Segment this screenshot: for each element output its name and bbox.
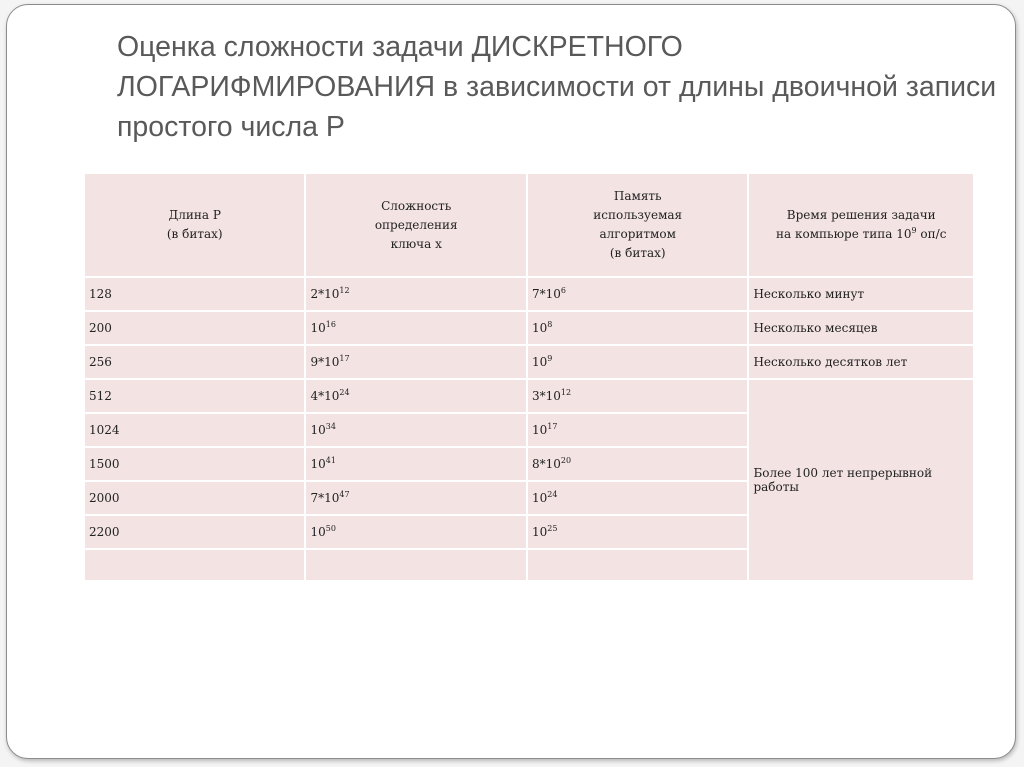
header-complexity-line2: определения — [374, 217, 458, 232]
header-memory-line1: Память — [613, 189, 662, 203]
cell-time-merged — [749, 380, 973, 580]
cell-length: 1024 — [85, 414, 304, 446]
header-memory-line2: используемая — [593, 208, 683, 222]
cell-length: 2000 — [85, 482, 304, 514]
table-row — [85, 346, 973, 378]
complexity-base: 4*10 — [310, 389, 340, 403]
cell-memory — [528, 414, 747, 446]
header-time-text: на компьюре типа 10 — [776, 227, 912, 241]
complexity-exponent: 12 — [339, 286, 350, 295]
complexity-base: 9*10 — [310, 355, 340, 369]
cell-complexity — [306, 312, 525, 344]
merged-time-line1: Более 100 лет непрерывной — [753, 466, 933, 480]
table-header-row — [85, 174, 973, 276]
cell-complexity — [306, 414, 525, 446]
complexity-table — [83, 172, 975, 582]
memory-base: 10 — [531, 321, 548, 335]
memory-exponent: 8 — [547, 320, 553, 329]
cell-memory — [528, 380, 747, 412]
cell-memory — [528, 448, 747, 480]
header-complexity — [306, 174, 525, 276]
header-memory-line3: алгоритмом — [599, 227, 676, 241]
cell-complexity — [306, 380, 525, 412]
cell-complexity — [306, 346, 525, 378]
memory-exponent: 24 — [547, 490, 558, 499]
cell-length: 512 — [85, 380, 304, 412]
table-row — [85, 312, 973, 344]
memory-base: 3*10 — [531, 389, 561, 403]
complexity-base: 2*10 — [310, 287, 340, 301]
cell-complexity — [306, 516, 525, 548]
table-row — [85, 278, 973, 310]
cell-complexity — [306, 278, 525, 310]
header-time-line1: Время решения задачи — [786, 208, 936, 222]
cell-time: Несколько месяцев — [749, 312, 973, 344]
empty-cell — [528, 550, 747, 580]
empty-cell — [85, 550, 304, 580]
cell-length: 1500 — [85, 448, 304, 480]
table-row — [85, 380, 973, 412]
complexity-exponent: 47 — [339, 490, 350, 499]
complexity-exponent: 50 — [325, 524, 336, 533]
cell-time: Несколько минут — [749, 278, 973, 310]
memory-exponent: 9 — [547, 354, 553, 363]
memory-base: 10 — [531, 355, 548, 369]
cell-length: 200 — [85, 312, 304, 344]
cell-length: 2200 — [85, 516, 304, 548]
cell-memory — [528, 312, 747, 344]
cell-memory — [528, 482, 747, 514]
header-length — [85, 174, 304, 276]
cell-memory — [528, 516, 747, 548]
complexity-base: 10 — [310, 423, 326, 437]
memory-base: 7*10 — [531, 287, 561, 301]
complexity-base: 10 — [310, 457, 326, 471]
complexity-exponent: 24 — [339, 388, 350, 397]
complexity-base: 7*10 — [310, 491, 340, 505]
header-complexity-line3: ключа х — [390, 236, 442, 251]
cell-memory — [528, 346, 747, 378]
memory-exponent: 17 — [547, 422, 558, 431]
complexity-exponent: 16 — [325, 320, 336, 329]
header-length-line1: Длина Р — [168, 208, 221, 222]
header-length-line2: (в битах) — [166, 227, 223, 241]
header-complexity-line1: Сложность — [381, 198, 452, 213]
cell-memory — [528, 278, 747, 310]
merged-time-line2: работы — [753, 480, 799, 494]
cell-time: Несколько десятков лет — [749, 346, 973, 378]
cell-complexity — [306, 448, 525, 480]
memory-exponent: 20 — [560, 456, 572, 465]
complexity-exponent: 34 — [325, 422, 336, 431]
cell-length: 256 — [85, 346, 304, 378]
empty-cell — [306, 550, 525, 580]
memory-base: 10 — [531, 525, 548, 539]
header-time-line2 — [753, 225, 969, 244]
complexity-exponent: 17 — [339, 354, 350, 363]
complexity-base: 10 — [310, 525, 326, 539]
memory-base: 10 — [531, 423, 548, 437]
cell-length: 128 — [85, 278, 304, 310]
header-time-exponent: 9 — [911, 226, 917, 235]
header-time — [749, 174, 973, 276]
memory-exponent: 12 — [560, 388, 572, 397]
memory-exponent: 6 — [560, 286, 566, 295]
memory-base: 8*10 — [531, 457, 561, 471]
header-time-unit: оп/с — [916, 227, 947, 241]
header-memory — [528, 174, 747, 276]
complexity-exponent: 41 — [325, 456, 336, 465]
complexity-base: 10 — [310, 321, 326, 335]
cell-complexity — [306, 482, 525, 514]
header-memory-line4: (в битах) — [609, 246, 666, 260]
memory-exponent: 25 — [547, 524, 558, 533]
slide-title: Оценка сложности задачи ДИСКРЕТНОГО ЛОГАРИФМИРОВАНИЯ в зависимости от длины двоичной записи простого числа Р — [117, 31, 997, 143]
memory-base: 10 — [531, 491, 548, 505]
